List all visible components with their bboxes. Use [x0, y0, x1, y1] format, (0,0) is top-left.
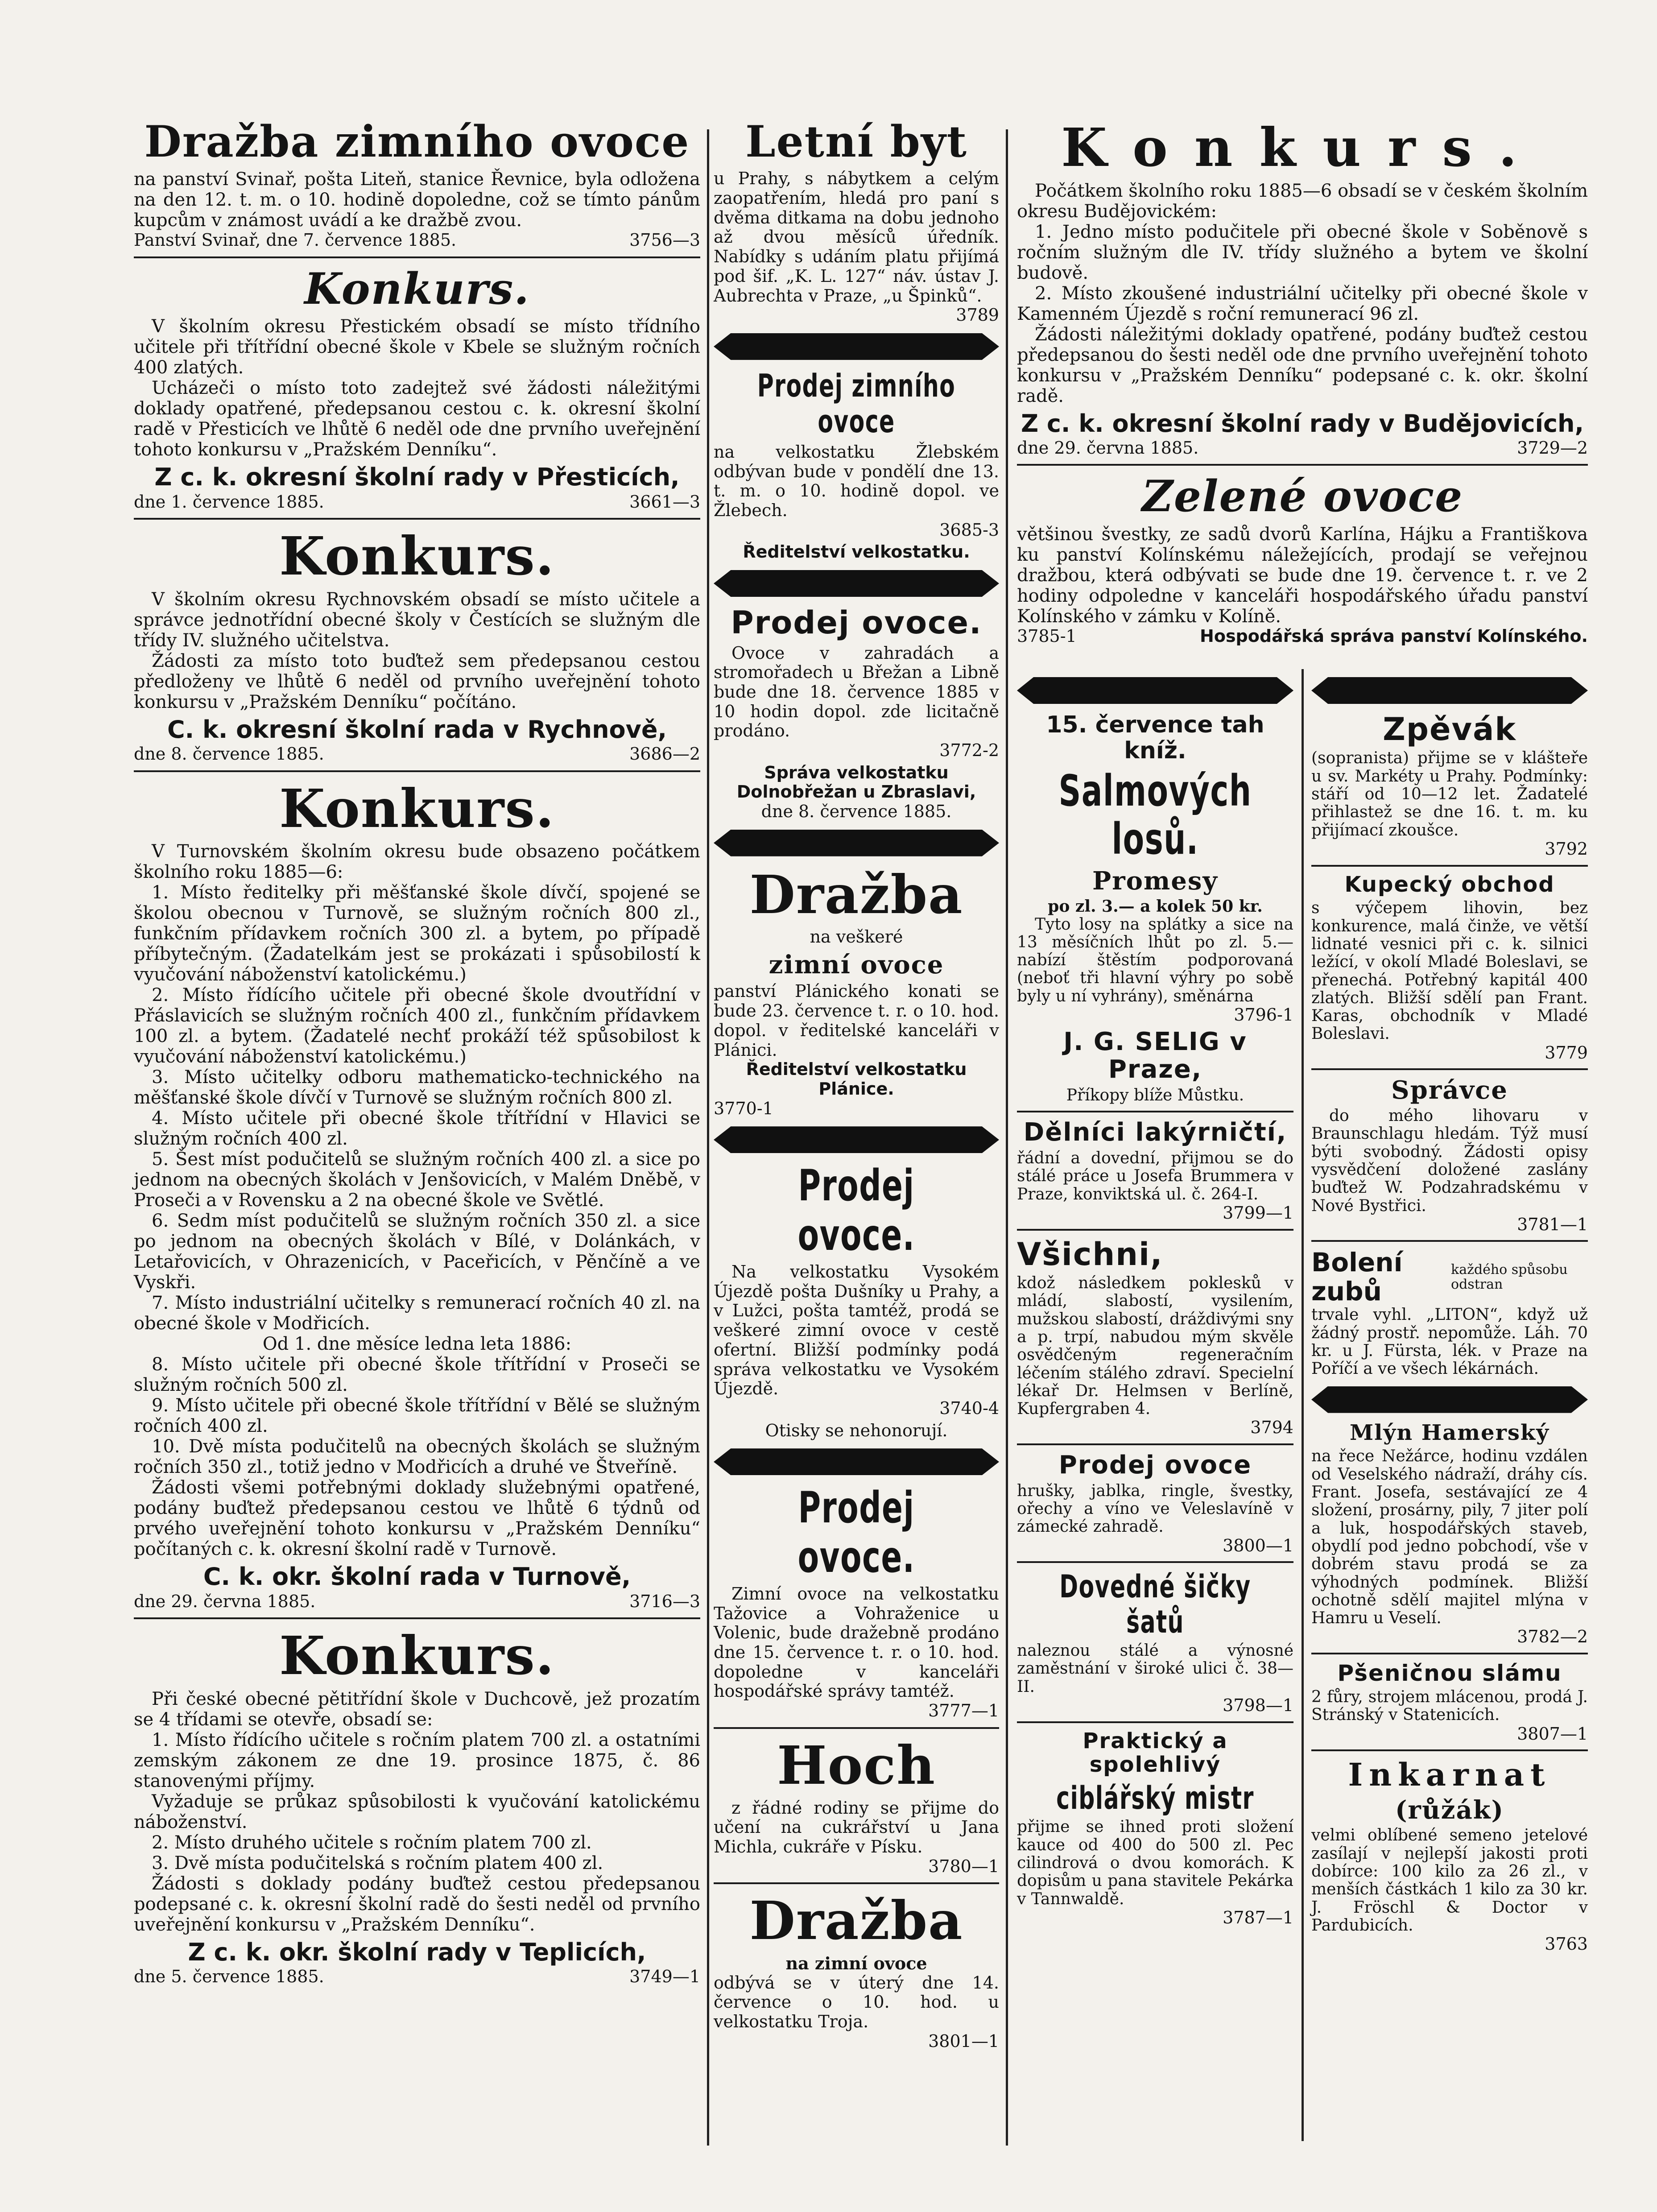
- ad-footer: [1017, 627, 1588, 646]
- ad-konkurs-prestice: [134, 265, 700, 512]
- ad-sign: C. k. okresní školní rada v Rychnově,: [167, 715, 667, 744]
- ad-item: 1. Jedno místo podučitele při obecné škole v Soběnově s ročním služným dle IV. třídy služného a bytem ve školní budově.: [1017, 221, 1588, 283]
- ad-number: 3780—1: [928, 1856, 999, 1876]
- ad-body: na panství Svinař, pošta Liteň, stanice Řevnice, byla odložena na den 12. t. m. o 10. hodině dopoledne, což se tímto pánům kupcům v známost uvádí a ke dražbě zvou.: [134, 169, 700, 231]
- ad-number: 3781—1: [1517, 1214, 1588, 1234]
- ad-item: 1. Místo řídícího učitele s ročním platem 700 zl. a ostatními zemským zákonem ze dne 19. prosince 1875, č. 86 stanovenými příjmy.: [134, 1729, 700, 1791]
- ad-title: Prodej ovoce: [1058, 1451, 1252, 1480]
- ad-body: u Prahy, s nábytkem a celým zaopatřením, hledá pro paní s dvěma ditkama na dobu jednoho až dvou měsíců úředník. Nabídky s udáním platu přijímá pod šif. „K. L. 127“ náv. ústav J. Aubrechta v Praze, „u Špinků“.: [714, 169, 999, 306]
- ad-item: 3. Místo učitelky odboru mathematicko-technického na měšťanské škole dívčí v Turnově se služným ročních 800 zl.: [134, 1067, 700, 1108]
- ad-date: dne 1. července 1885.: [134, 492, 324, 512]
- ad-drazba-troja: [714, 1890, 999, 2051]
- ad-footer: [714, 1857, 999, 1877]
- ad-delnici-lakyrnicti: [1017, 1119, 1293, 1222]
- ad-sign: C. k. okr. školní rada v Turnově,: [203, 1563, 631, 1591]
- ad-body: velmi oblíbené semeno jetelové zasílají v nejlepší jakosti proti dobírce: 100 kilo za 26 zl., v menších částkách 1 kilo za 30 kr. J. Fröschl & Doctor v Pardubicích.: [1311, 1826, 1588, 1935]
- divider: [714, 1882, 999, 1884]
- ad-subtitle: na veškeré: [810, 927, 903, 947]
- ornament-band: [714, 570, 999, 597]
- ad-inkarnat: [1311, 1757, 1588, 1954]
- ad-footer: [134, 492, 700, 512]
- ad-subtitle: Promesy: [1092, 866, 1218, 896]
- column-rule: [707, 129, 709, 2146]
- divider: [1311, 1749, 1588, 1751]
- ad-item: 2. Místo zkoušené industriální učitelky při obecné škole v Kamenném Újezdě s roční remunerací 96 zl.: [1017, 283, 1588, 324]
- ad-title: Dražba zimního ovoce: [144, 116, 690, 167]
- ad-number: 3740-4: [939, 1398, 999, 1418]
- ad-title: Bolení zubů: [1311, 1247, 1403, 1307]
- ad-title: Konkurs.: [304, 264, 530, 314]
- ad-body: hrušky, jablka, ringle, švestky, ořechy a víno ve Veleslavíně v zámecké zahradě.: [1017, 1481, 1293, 1536]
- ad-salmovy-losy: [1017, 712, 1293, 1104]
- ad-subheading: Od 1. dne měsíce ledna leta 1886:: [262, 1334, 572, 1355]
- ad-title: Prodej zimního ovoce: [757, 367, 956, 440]
- ad-footer: [1017, 1203, 1293, 1223]
- ad-intro: Při české obecné pětitřídní škole v Duchcově, jež prozatím se 4 třídami se otevře, obsadí se:: [134, 1688, 700, 1730]
- ad-prodej-ovoce-brezany: [714, 605, 999, 822]
- ornament-band: [714, 1126, 999, 1153]
- ad-sign: Z c. k. okr. školní rady v Teplicích,: [188, 1938, 646, 1966]
- ad-date: dne 8. července 1885.: [134, 744, 324, 764]
- divider: [1017, 1721, 1293, 1723]
- ad-footer: [1017, 1418, 1293, 1437]
- ad-psenicna-slama: [1311, 1661, 1588, 1743]
- ad-number: 3794: [1250, 1418, 1293, 1438]
- column-right-top: [1017, 114, 1588, 651]
- ad-item: 8. Místo učitele při obecné škole třítřídní v Proseči se služným ročních 500 zl.: [134, 1354, 700, 1396]
- ad-body: panství Plánického konati se bude 23. července t. r. o 10. hod. dopol. v ředitelské kanceláři v Plánici.: [714, 981, 999, 1060]
- ad-number: 3799—1: [1223, 1203, 1293, 1223]
- ad-number: 3792: [1545, 839, 1588, 859]
- ad-body: Ucházeči o místo toto zadejtež své žádosti náležitými doklady opatřené, předepsanou cestou c. k. okresní školní radě v Přesticích ve lhůtě 6 neděl ode dne prvního uveřejnění tohoto konkursu v „Pražském Denníku“.: [134, 378, 700, 460]
- ornament-band: [1017, 677, 1293, 704]
- ad-body: s výčepem lihovin, bez konkurence, malá činže, ve větší lidnaté vesnici při c. k. silnici ležící, v okolí Mladé Boleslavi, se přenechá. Potřebný kapitál 400 zlatých. Bližší sdělí pan Frant. Karas, obchodník v Mladé Boleslavi.: [1311, 899, 1588, 1043]
- ad-number: 3763: [1545, 1934, 1588, 1954]
- ad-item: 10. Dvě místa podučitelů na obecných školách se služným ročních 350 zl., totiž jedno v Modřicích a druhé ve Štveříně.: [134, 1436, 700, 1478]
- ad-drazba-svinar: [134, 117, 700, 250]
- ad-sign: Hospodářská správa panství Kolínského.: [1200, 626, 1588, 646]
- divider: [1017, 1561, 1293, 1563]
- ad-drazba-planice: [714, 864, 999, 1119]
- ad-title: Mlýn Hamerský: [1349, 1420, 1550, 1445]
- ad-firm: J. G. SELIG v Praze,: [1063, 1027, 1247, 1084]
- ad-title: Všichni,: [1017, 1236, 1163, 1273]
- divider: [1017, 1443, 1293, 1445]
- ad-title: Dražba: [749, 863, 963, 926]
- ad-footer: [1017, 1696, 1293, 1715]
- ad-body: řádní a dovední, přijmou se do stálé práce u Josefa Brummera v Praze, konviktská ul. č. 264-I.: [1017, 1149, 1293, 1203]
- ad-footer: [1311, 839, 1588, 859]
- ad-item: Vyžaduje se průkaz spůsobilosti k vyučování katolickému náboženství.: [134, 1791, 700, 1832]
- divider: [1311, 1240, 1588, 1242]
- ad-ciblarsky-mistr: [1017, 1729, 1293, 1927]
- ad-item: 1. Místo ředitelky při měšťanské škole dívčí, spojené se školou obecnou v Turnově, se služným ročních 800 zl., funkčním přídavkem ročních 300 zl. a bytem, po případě příbytečným. (Žadatelkám jest se prokázati i spůsobilostí k vyučování náboženství katolickému.): [134, 882, 700, 985]
- ad-heading-row: [1311, 1248, 1588, 1306]
- ad-item: 6. Sedm míst podučitelů se služným ročních 350 zl. a sice po jednom na obecných školách v Bílé, v Dolánkách, v Letařovicích, v Ohrazenicích, v Paceřicích, v Pěnčíně a ve Vyskři.: [134, 1211, 700, 1293]
- ad-sign: Správa velkostatku Dolnobřežan u Zbraslavi,: [736, 762, 976, 802]
- divider: [134, 256, 700, 258]
- ad-subtitle: na zimní ovoce: [785, 1953, 927, 1973]
- ad-outro: Žádosti s doklady podány buďtež cestou předepsanou podepsané c. k. okresní školní radě do šesti neděl od prvního uveřejnění konkursu v „Pražském Denníku“.: [134, 1873, 700, 1935]
- ad-body: většinou švestky, ze sadů dvorů Karlína, Hájku a Františkova ku panství Kolínskému náležejících, prodají se veřejnou dražbou, která odbývati se bude dne 19. července t. r. ve 2 hodiny odpoledne v kanceláři hospodářského úřadu panství Kolínského v zámku v Kolíně.: [1017, 524, 1588, 627]
- ad-body: Ovoce v zahradách a stromořadech u Břežan a Libně bude dne 18. července 1885 v 10 hodin dopol. zde licitačně prodáno.: [714, 643, 999, 741]
- ad-body: V školním okresu Přestickém obsadí se místo třídního učitele při třítřídní obecné škole v Kbele se služným ročních 400 zlatých.: [134, 316, 700, 378]
- ad-subtitle: (růžák): [1395, 1795, 1504, 1825]
- ad-number: 3798—1: [1223, 1695, 1293, 1715]
- ad-hoch: [714, 1735, 999, 1876]
- ad-body: (sopranista) přijme se v klášteře u sv. Markéty u Prahy. Podmínky: stáří od 10—12 let. Žadatelé přihlastež se dne 16. t. m. ku přijímací zkoušce.: [1311, 749, 1588, 839]
- ad-item: 9. Místo učitele při obecné škole třítřídní v Bělé se služným ročních 400 zl.: [134, 1395, 700, 1437]
- ad-number: 3729—2: [1517, 438, 1588, 458]
- ad-note: Otisky se nehonorují.: [765, 1420, 948, 1440]
- ad-title: Prodej ovoce.: [798, 1161, 915, 1260]
- ad-title: Dělníci lakýrničtí,: [1023, 1118, 1287, 1147]
- ad-konkurs-rychnov: [134, 526, 700, 764]
- ad-body: na řece Nežárce, hodinu vzdálen od Veselského nádraží, dráhy cís. Frant. Josefa, sestávající ze 4 složení, prosárny, pily, 7 jiter polí a luk, hospodářských staveb, obydlí pod jedno pobchodí, vše v dobrém stavu prodá se za výhodných podmínek. Bližší ochotně sdělí majitel mlýna v Hamru u Veselí.: [1311, 1447, 1588, 1628]
- ad-title: Zelené ovoce: [1141, 471, 1463, 522]
- ad-item: 5. Šest míst podučitelů se služným ročních 400 zl. a sice po jednom na obecných školách v Jenšovicích, v Malém Dněbě, v Proseči a v Rovensku a 2 na obecné škole ve Světlé.: [134, 1149, 700, 1211]
- ad-outro: Žádosti náležitými doklady opatřené, podány buďtež cestou předepsanou do šesti neděl ode dne prvního uveřejnění tohoto konkursu v „Pražském Denníku“ podepsané c. k. okr. školní radě.: [1017, 324, 1588, 406]
- ad-footer: [714, 521, 999, 540]
- divider: [134, 518, 700, 520]
- ad-body: přijme se ihned proti složení kauce od 400 do 500 zl. Pec cilindrová o dvou komorách. K dopisům u pana stavitele Pekárka v Tannwaldě.: [1017, 1818, 1293, 1908]
- divider: [1017, 464, 1588, 466]
- divider: [1311, 865, 1588, 867]
- ornament-band: [714, 1448, 999, 1475]
- ad-number: 3789: [956, 305, 999, 325]
- ad-title: Dovedné šičky šatů: [1059, 1568, 1251, 1640]
- ad-item: 4. Místo učitele při obecné škole třítřídní v Hlavici se služným ročních 400 zl.: [134, 1108, 700, 1149]
- ad-letni-byt: [714, 117, 999, 325]
- ad-number: 3796-1: [1234, 1005, 1293, 1025]
- divider: [1311, 1653, 1588, 1654]
- ad-body: do mého lihovaru v Braunschlagu hledám. Týž musí býti svobodný. Žádosti opisy vysvědčení doložené zaslány buďtež W. Podzahradskému v Nové Bystřici.: [1311, 1107, 1588, 1215]
- ad-zelene-ovoce: [1017, 472, 1588, 646]
- ad-prodej-ovoce-veleslavin: [1017, 1451, 1293, 1555]
- ad-title: Salmových losů.: [1058, 766, 1252, 864]
- ad-title: Inkarnat: [1348, 1756, 1551, 1794]
- ad-number: 3756—3: [629, 230, 700, 250]
- ad-title: Konkurs.: [1061, 116, 1544, 178]
- ad-body: z řádné rodiny se přijme do učení na cukrářství u Jana Michla, cukráře v Písku.: [714, 1798, 999, 1856]
- ad-body: Na velkostatku Vysokém Újezdě pošta Dušníky u Prahy, a v Lužci, pošta tamtéž, prodá se veškeré zimní ovoce v cestě ofertní. Bližší podmínky podá správa velkostatku ve Vysokém Újezdě.: [714, 1262, 999, 1399]
- ad-prodej-zimniho-ovoce: [714, 368, 999, 562]
- ad-title: Konkurs.: [279, 777, 555, 839]
- ad-title: Hoch: [777, 1734, 936, 1796]
- ad-title: Správce: [1391, 1075, 1508, 1105]
- column-rule: [1302, 669, 1304, 2141]
- ad-body: 2 fůry, strojem mlácenou, prodá J. Stránský v Statenicích.: [1311, 1688, 1588, 1724]
- ad-prodej-ovoce-tazovice: [714, 1483, 999, 1721]
- ad-kupecky-obchod: [1311, 873, 1588, 1063]
- ad-item: 3. Dvě místa podučitelská s ročním platem 400 zl.: [152, 1852, 603, 1873]
- ornament-band: [714, 830, 999, 856]
- ad-body: odbývá se v úterý dne 14. července o 10. hod. u velkostatku Troja.: [714, 1972, 999, 2032]
- ad-date: dne 5. července 1885.: [134, 1966, 324, 1986]
- divider: [134, 1617, 700, 1619]
- ad-title: Prodej ovoce.: [731, 604, 982, 641]
- ad-title: Praktický a spolehlivý: [1083, 1728, 1228, 1778]
- ad-footer: [1311, 1935, 1588, 1954]
- ad-heading: 15. července tah: [1046, 711, 1264, 738]
- ad-konkurs-duchcov: [134, 1625, 700, 1986]
- ad-date: dne 8. července 1885.: [761, 802, 952, 822]
- ornament-band: [1311, 1386, 1588, 1413]
- ad-footer: [134, 231, 700, 250]
- ornament-band: [1311, 677, 1588, 704]
- ad-number: 3749—1: [629, 1966, 700, 1986]
- ad-number: 3787—1: [1223, 1907, 1293, 1927]
- divider: [714, 1727, 999, 1729]
- ad-spravce: [1311, 1076, 1588, 1234]
- ad-footer: [714, 1701, 999, 1721]
- ad-body: na velkostatku Žlebském odbývan bude v pondělí dne 13. t. m. o 10. hodině dopol. ve Žlebech.: [714, 442, 999, 520]
- ad-address: Příkopy blíže Můstku.: [1066, 1086, 1244, 1105]
- ad-title: Dražba: [749, 1890, 963, 1952]
- ad-sign: Panství Svinař, dne 7. července 1885.: [134, 230, 457, 250]
- ad-title: Konkurs.: [279, 1625, 555, 1687]
- ad-number: 3807—1: [1517, 1724, 1588, 1744]
- ad-number: 3785-1: [1017, 626, 1077, 646]
- divider: [1017, 1111, 1293, 1112]
- ornament-band: [714, 333, 999, 360]
- ad-heading: kníž.: [1124, 737, 1186, 765]
- ad-item: 2. Místo řídícího učitele při obecné škole dvoutřídní v Přáslavicích se služným ročních 400 zl., funkčním přídavkem 100 zl. a bytem. (Žadatelé nechť prokáží též spůsobilost k vyučování náboženství katolickému.): [134, 985, 700, 1067]
- ad-footer: [714, 306, 999, 325]
- ad-subtitle: zimní ovoce: [769, 950, 944, 980]
- ad-boleni-zubu: [1311, 1248, 1588, 1378]
- ad-sicky-satu: [1017, 1569, 1293, 1715]
- ad-number: 3777—1: [928, 1701, 999, 1721]
- ad-title: Konkurs.: [279, 525, 555, 587]
- ad-intro: Počátkem školního roku 1885—6 obsadí se v českém školním okresu Budějovickém:: [1017, 180, 1588, 222]
- ad-number: 3716—3: [629, 1591, 700, 1611]
- ad-title: Pšeničnou slámu: [1337, 1660, 1562, 1687]
- ad-number: 3801—1: [928, 2031, 999, 2051]
- ad-date: dne 29. června 1885.: [1017, 438, 1199, 458]
- ad-number: 3782—2: [1517, 1627, 1588, 1647]
- ad-footer: [1311, 1627, 1588, 1646]
- divider: [134, 770, 700, 772]
- ad-title: Kupecký obchod: [1344, 872, 1555, 897]
- column-rule: [1006, 129, 1008, 2146]
- ad-title: Letní byt: [745, 116, 967, 167]
- ad-title: Zpěvák: [1383, 711, 1517, 748]
- ad-title: ciblářský mistr: [1056, 1780, 1254, 1816]
- ad-zpevak: [1311, 712, 1588, 859]
- ad-number: 3770-1: [714, 1098, 773, 1118]
- ad-footer: [714, 2032, 999, 2051]
- ad-number: 3685-3: [939, 520, 999, 540]
- ad-prodej-ovoce-ujezd: [714, 1161, 999, 1440]
- ad-body: kdož následkem poklesků v mládí, slabostí, vysilením, mužskou slabostí, dráždivými sny a p. trpí, nabudou mým skvěle osvědčeným regeneračním léčením stálého zdraví. Specielní lékař Dr. Helmsen v Berlíně, Kupfergraben 4.: [1017, 1273, 1293, 1418]
- ad-body: trvale vyhl. „LITON“, když už žádný prostř. nepomůže. Láh. 70 kr. u J. Fürsta, lék. v Praze na Poříčí a ve všech lékárnách.: [1311, 1306, 1588, 1378]
- ad-footer: [1017, 438, 1588, 458]
- ad-konkurs-budejovice: [1017, 117, 1588, 458]
- ad-footer: [134, 1967, 700, 1987]
- ad-footer: [1311, 1215, 1588, 1234]
- ad-body: Tyto losy na splátky a sice na 13 měsíčních lhůt po zl. 5.— nabízí štěstím podporovaná (neboť tři hlavní výhry po sobě byly u ní vyhrány), směnárna: [1017, 915, 1293, 1005]
- divider: [1311, 1068, 1588, 1070]
- ad-footer: [134, 1592, 700, 1612]
- ad-item: 7. Místo industriální učitelky s remunerací ročních 40 zl. na obecné škole v Modřicích.: [134, 1293, 700, 1334]
- ad-footer: [714, 741, 999, 761]
- ad-intro: V Turnovském školním okresu bude obsazeno počátkem školního roku 1885—6:: [134, 841, 700, 883]
- ad-vsichni: [1017, 1237, 1293, 1437]
- ad-body: V školním okresu Rychnovském obsadí se místo učitele a správce jednotřídní obecné školy v Čestících se služným dle třídy IV. služného učitelstva.: [134, 589, 700, 651]
- ad-sign: Ředitelství velkostatku.: [743, 542, 970, 562]
- ad-footer: [1017, 1536, 1293, 1555]
- ad-side-text: každého spůsobu odstran: [1451, 1261, 1568, 1293]
- ad-footer: [1017, 1908, 1293, 1927]
- ad-footer: [134, 744, 700, 764]
- ad-body: naleznou stálé a výnosné zaměstnání v široké ulici č. 38—II.: [1017, 1641, 1293, 1696]
- ad-body: Žádosti za místo toto buďtež sem předepsanou cestou předloženy ve lhůtě 6 neděl od prvního uveřejnění tohoto konkursu v „Pražském Denníku“ počítáno.: [134, 650, 700, 712]
- ad-number: 3779: [1545, 1042, 1588, 1063]
- ad-mlyn-hamersky: [1311, 1421, 1588, 1646]
- ad-konkurs-turnov: [134, 778, 700, 1611]
- divider: [1017, 1229, 1293, 1231]
- column-middle: [714, 114, 999, 2055]
- ad-footer: [1017, 1005, 1293, 1025]
- ad-date: dne 29. června 1885.: [134, 1591, 316, 1611]
- ad-footer: [1311, 1043, 1588, 1063]
- ad-footer: [714, 1099, 999, 1119]
- ad-number: 3686—2: [629, 744, 700, 764]
- ad-sign: Z c. k. okresní školní rady v Přesticích,: [154, 463, 680, 492]
- ad-footer: [1311, 1724, 1588, 1744]
- ad-price: po zl. 3.— a kolek 50 kr.: [1048, 897, 1263, 916]
- ad-sign: Ředitelství velkostatku Plánice.: [746, 1059, 967, 1099]
- ad-title: Prodej ovoce.: [798, 1483, 915, 1582]
- ad-number: 3800—1: [1223, 1535, 1293, 1555]
- ad-item: 2. Místo druhého učitele s ročním platem 700 zl.: [152, 1832, 592, 1853]
- ad-footer: [714, 1399, 999, 1418]
- column-right-a: [1017, 669, 1293, 1932]
- ad-sign: Z c. k. okresní školní rady v Budějovicích,: [1021, 409, 1584, 438]
- ad-number: 3772-2: [939, 740, 999, 760]
- ad-outro: Žádosti všemi potřebnými doklady služebnými opatřené, podány buďtež předepsanou cestou ve lhůtě 6 týdnů od prvého uveřejnění tohoto konkursu v „Pražském Denníku“ počítaných c. k. okresní školní radě v Turnově.: [134, 1477, 700, 1560]
- column-right-b: [1311, 669, 1588, 1958]
- column-left: [134, 114, 700, 1991]
- ad-number: 3661—3: [629, 492, 700, 512]
- ad-body: Zimní ovoce na velkostatku Tažovice a Vohraženice u Volenic, bude dražebně prodáno dne 15. července t. r. o 10. hod. dopoledne v kanceláři hospodářské správy tamtéž.: [714, 1584, 999, 1701]
